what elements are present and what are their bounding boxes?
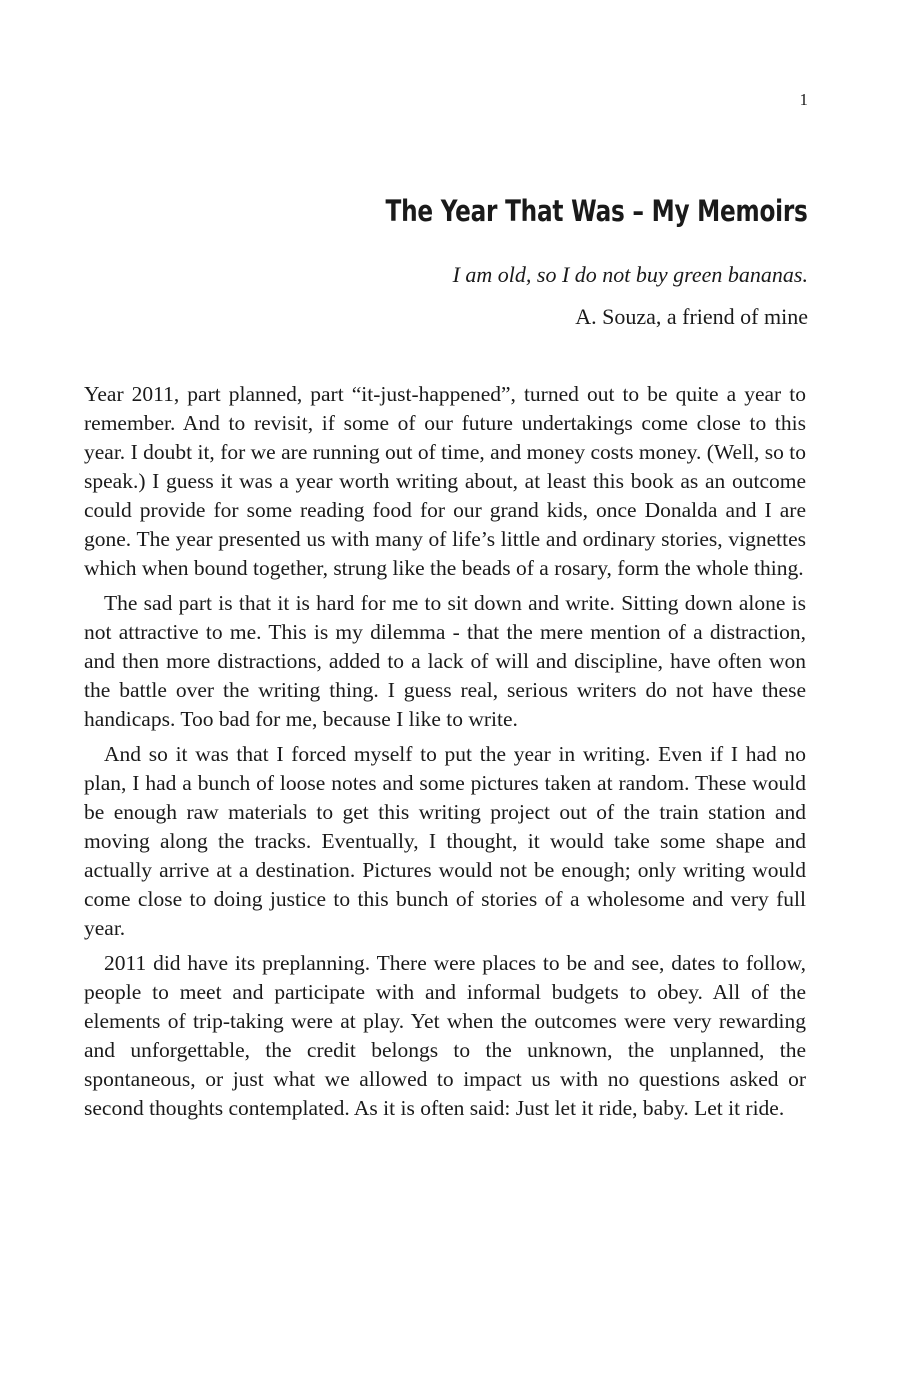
body-text [84,380,806,1129]
epigraph-attribution: A. Souza, a friend of mine [575,304,808,329]
page-number: 1 [799,90,808,109]
epigraph-quote: I am old, so I do not buy green bananas. [452,262,808,287]
chapter-title: The Year That Was – My Memoirs [385,194,808,228]
paragraph: Year 2011, part planned, part “it-just-happened”, turned out to be quite a year to remember. And to revisit, if some of our future undertakings come close to this year. I doubt it, for we are running out of time, and money costs money. (Well, so to speak.) I guess it was a year worth writing about, at least this book as an outcome could provide for some reading food for our grand kids, once Donalda and I are gone. The year presented us with many of life’s little and ordinary stories, vignettes which when bound together, strung like the beads of a rosary, form the whole thing. [84,382,806,580]
paragraph: The sad part is that it is hard for me to sit down and write. Sitting down alone is not attractive to me. This is my dilemma - that the mere mention of a distraction, and then more distractions, added to a lack of will and discipline, have often won the battle over the writing thing. I guess real, serious writers do not have these handicaps. Too bad for me, because I like to write. [84,591,806,731]
paragraph: 2011 did have its preplanning. There were places to be and see, dates to follow, people to meet and participate with and informal budgets to obey. All of the elements of trip-taking were at play. Yet when the outcomes were very rewarding and unforgettable, the credit belongs to the unknown, the unplanned, the spontaneous, or just what we allowed to impact us with no questions asked or second thoughts contemplated. As it is often said: Just let it ride, baby. Let it ride. [84,951,806,1120]
epigraph [453,254,808,338]
paragraph: And so it was that I forced myself to put the year in writing. Even if I had no plan, I had a bunch of loose notes and some pictures taken at random. These would be enough raw materials to get this writing project out of the train station and moving along the tracks. Eventually, I thought, it would take some shape and actually arrive at a destination. Pictures would not be enough; only writing would come close to doing justice to this bunch of stories of a wholesome and very full year. [84,742,806,940]
